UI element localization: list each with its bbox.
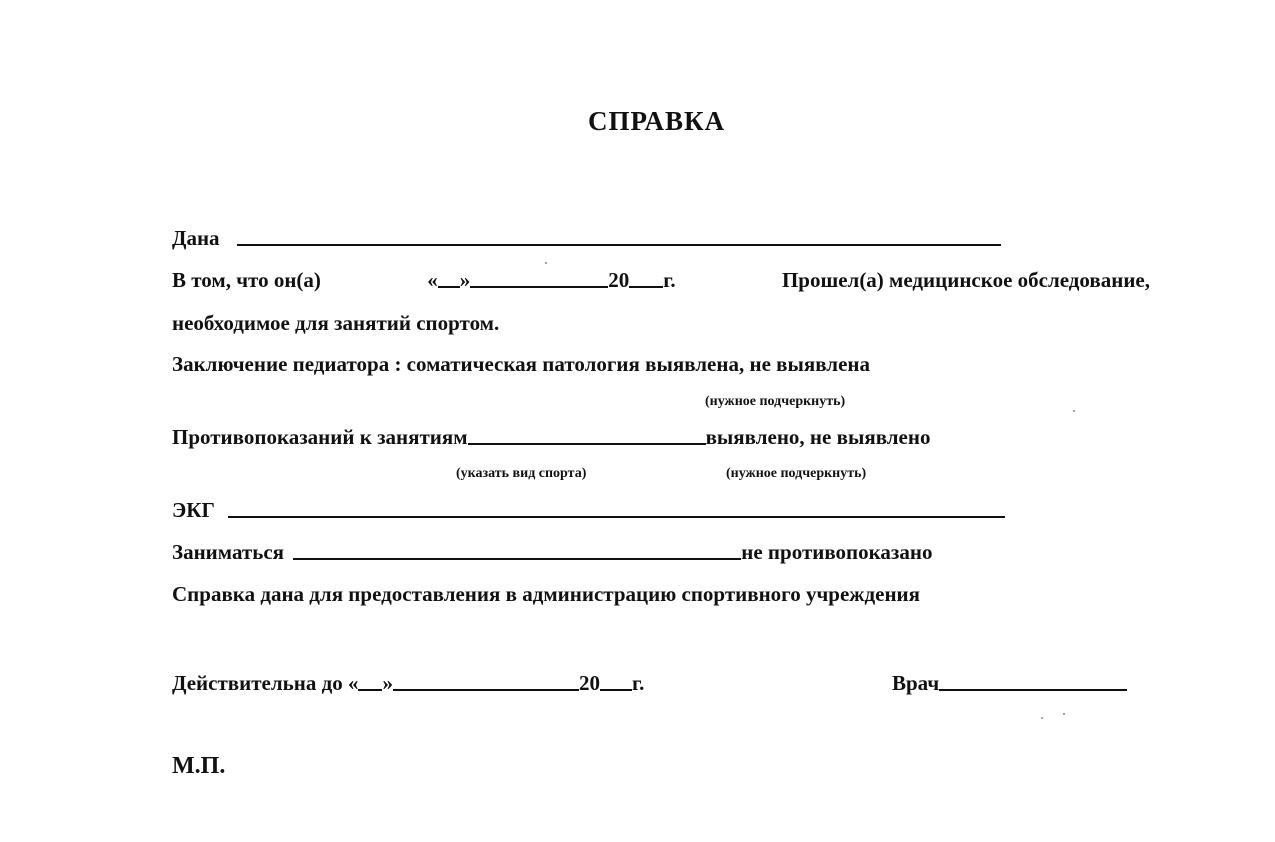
- scan-speck: [1041, 717, 1043, 719]
- scan-speck: [545, 262, 547, 264]
- issued-to-label: Дана: [172, 226, 220, 250]
- validity-year-suffix: г.: [631, 671, 645, 695]
- scan-speck: [1073, 410, 1075, 412]
- purpose-of-certificate: Справка дана для предоставления в администрацию спортивного учреждения: [172, 582, 921, 606]
- exam-quote-open: «: [427, 268, 438, 292]
- sport-type-note: (указать вид спорта): [456, 466, 587, 481]
- validity-year-field[interactable]: [600, 689, 632, 691]
- ecg-label: ЭКГ: [172, 498, 215, 522]
- issued-to-line: [172, 226, 1001, 251]
- document-title: СПРАВКА: [588, 106, 726, 136]
- allowed-line: [172, 540, 932, 565]
- ecg-line: [172, 498, 1005, 523]
- validity-quote-close: »: [382, 671, 393, 695]
- exam-year-prefix: 20: [608, 268, 630, 292]
- validity-line: [172, 671, 644, 696]
- purpose-line: необходимое для занятий спортом.: [172, 311, 500, 335]
- sport-type-field[interactable]: [468, 443, 706, 445]
- allowed-suffix: не противопоказано: [741, 540, 933, 564]
- exam-year-suffix: г.: [663, 268, 676, 292]
- exam-quote-close: »: [459, 268, 471, 292]
- validity-day-field[interactable]: [358, 689, 382, 691]
- validity-prefix: Действительна до: [172, 671, 343, 695]
- allowed-field[interactable]: [293, 558, 741, 560]
- exam-date-group: [427, 268, 675, 293]
- exam-month-field[interactable]: [470, 286, 608, 288]
- exam-prefix: В том, что он(а): [172, 268, 321, 292]
- validity-quote-open: «: [347, 671, 359, 695]
- validity-month-field[interactable]: [393, 689, 579, 691]
- validity-year-prefix: 20: [578, 671, 600, 695]
- doctor-signature-field[interactable]: [939, 689, 1127, 691]
- underline-note-2: (нужное подчеркнуть): [726, 466, 867, 481]
- underline-note-1: (нужное подчеркнуть): [705, 394, 846, 409]
- doctor-label: Врач: [892, 671, 940, 695]
- exam-date-line: [172, 268, 1150, 293]
- contraindications-line: [172, 425, 930, 450]
- exam-passed-text: Прошел(а) медицинское обследование,: [781, 268, 1150, 292]
- ecg-field[interactable]: [228, 516, 1005, 518]
- stamp-place: М.П.: [172, 753, 226, 779]
- scan-speck: [1063, 713, 1065, 715]
- contraindications-suffix: выявлено, не выявлено: [705, 425, 931, 449]
- exam-day-field[interactable]: [438, 286, 460, 288]
- issued-to-field[interactable]: [237, 244, 1001, 246]
- contraindications-prefix: Противопоказаний к занятиям: [172, 425, 468, 449]
- exam-year-field[interactable]: [629, 286, 663, 288]
- doctor-signature-line: [892, 671, 1127, 696]
- allowed-prefix: Заниматься: [172, 540, 285, 564]
- pediatrician-conclusion: Заключение педиатора : соматическая патология выявлена, не выявлена: [172, 352, 871, 376]
